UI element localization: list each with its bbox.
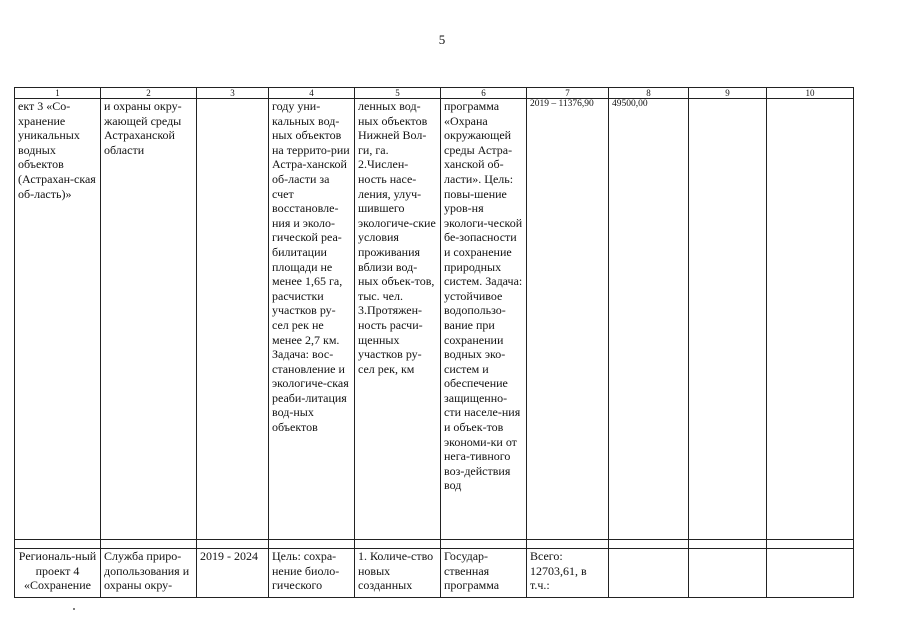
period-cell xyxy=(197,99,269,540)
row-gap xyxy=(15,540,854,549)
page-number: 5 xyxy=(438,32,446,47)
column-number: 9 xyxy=(689,88,767,99)
indicator-cell: 1. Количе-ство новых созданных xyxy=(355,549,441,598)
indicator-cell: ленных вод-ных объектов Нижней Вол-ги, га. 2.Числен-ность насе-ления, улуч-шившего экологиче-ские условия проживания вблизи вод-ных объек-тов, тыс. чел. 3.Протяжен-ность расчи-щенных участков ру-сел рек, км xyxy=(355,99,441,540)
column-number: 7 xyxy=(527,88,609,99)
table-row xyxy=(15,549,854,598)
responsible-executor-cell: Служба приро-допользования и охраны окру- xyxy=(101,549,197,598)
empty-cell xyxy=(767,99,854,540)
column-number: 3 xyxy=(197,88,269,99)
column-number: 5 xyxy=(355,88,441,99)
column-number: 10 xyxy=(767,88,854,99)
column-number: 8 xyxy=(609,88,689,99)
table-row xyxy=(15,99,854,540)
program-link-cell: программа «Охрана окружающей среды Астра-ханской об-ласти». Цель: повы-шение уров-ня экологи-ческой бе-зопасности и сохранение природных систем. Задача: устойчивое водопользо-вание при сохранении водных эко-систем и обеспечение защищенно-сти населе-ния и объек-тов экономи-ки от нега-тивного воз-действия вод xyxy=(441,99,527,540)
project-name-cell: ект 3 «Со-хранение уникальных водных объектов (Астрахан-ская об-ласть)» xyxy=(15,99,101,540)
empty-cell xyxy=(689,99,767,540)
column-number: 4 xyxy=(269,88,355,99)
scan-speck xyxy=(73,608,75,610)
project-name-cell: Региональ-ный проект 4 «Сохранение xyxy=(15,549,101,598)
funding-cell: Всего: 12703,61, в т.ч.: xyxy=(527,549,609,598)
amount-cell: 49500,00 xyxy=(609,99,689,540)
column-number-row xyxy=(15,88,854,99)
document-table xyxy=(14,87,854,598)
column-number: 1 xyxy=(15,88,101,99)
column-number: 6 xyxy=(441,88,527,99)
program-link-cell: Государ-ственная программа xyxy=(441,549,527,598)
empty-cell xyxy=(767,549,854,598)
funding-cell: 2019 – 11376,90 xyxy=(527,99,609,540)
responsible-executor-cell: и охраны окру-жающей среды Астраханской области xyxy=(101,99,197,540)
goal-cell: году уни-кальных вод-ных объектов на террито-рии Астра-ханской об-ласти за счет восстановле-ния и эколо-гической реа-билитации площади не менее 1,65 га, расчистки участков ру-сел рек не менее 2,7 км. Задача: вос-становление и экологиче-ская реаби-литация вод-ных объектов xyxy=(269,99,355,540)
goal-cell: Цель: сохра-нение биоло-гического xyxy=(269,549,355,598)
empty-cell xyxy=(689,549,767,598)
amount-cell xyxy=(609,549,689,598)
period-cell: 2019 - 2024 xyxy=(197,549,269,598)
column-number: 2 xyxy=(101,88,197,99)
